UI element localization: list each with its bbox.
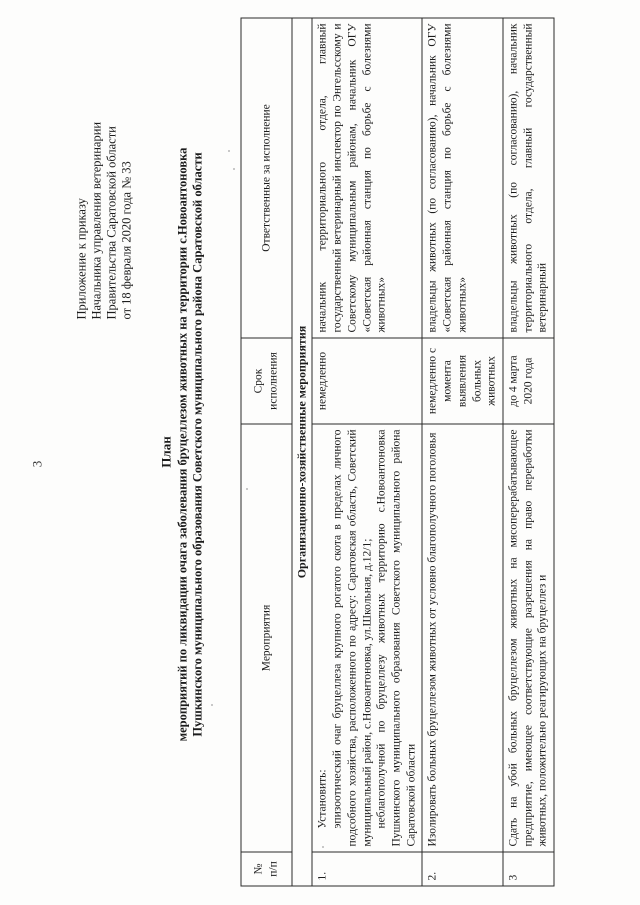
row-measure [312,424,422,852]
table-row [422,18,503,886]
section-row [292,18,312,886]
header-responsible: Ответственные за исполнение [241,18,292,338]
table-row [312,18,422,886]
header-deadline: Срок исполнения [241,338,292,424]
measure-paragraph: Установить: [316,769,329,829]
measure-paragraph: неблагополучной по бруцеллезу животных территорию с.Новоантоновка Пушкинского муниципального образования Советского муниципального района Саратовской области [375,429,418,847]
header-number: № п/п [241,852,292,886]
table-row [503,18,554,886]
appendix-line-1: Приложение к приказу [74,198,89,320]
row-measure: Изолировать больных бруцеллезом животных от условно благополучного поголовья [422,424,503,852]
measure-paragraph: эпизоотический очаг бруцеллеза крупного рогатого скота в пределах личного подсобного хозяйства, расположенного по адресу: Саратовская область, Советский муниципальный район, с.Новоантоновка, ул.Школьная, д.12/1; [331,429,374,847]
plan-title: План [158,436,174,468]
row-responsible: владельцы животных (по согласованию), начальник ОГУ «Советская районная станция по борьбе с болезнями животных» [422,18,503,338]
header-measures: Мероприятия [241,424,292,852]
measures-table [241,18,555,887]
appendix-line-4: от 18 февраля 2020 года № 33 [119,161,134,320]
row-responsible: владельцы животных (по согласованию), начальник территориального отдела, главный государственный ветеринарный [503,18,554,338]
table-header-row [241,18,292,886]
row-number: 2. [422,852,503,886]
plan-subtitle-line-2: Пушкинского муниципального образования Советского муниципального района Саратовской области [190,152,205,737]
page-number: 3 [29,460,45,468]
appendix-line-3: Правительства Саратовской области [104,126,119,320]
row-responsible: начальник территориального отдела, главный государственный ветеринарный инспектор по Энгельсскому и Советскому муниципальным районам, начальник ОГУ «Советская районная станция по борьбе с болезнями животных» [312,18,422,338]
section-title: Организационно-хозяйственные мероприятия [292,18,312,886]
row-deadline: немедленно [312,338,422,424]
row-number: 3 [503,852,554,886]
appendix-line-2: Начальника управления ветеринарии [89,121,104,320]
plan-subtitle-line-1: мероприятий по ликвидации очага заболевания бруцеллезом животных на территории с.Новоантоновка [175,147,190,742]
row-deadline: до 4 марта 2020 года [503,338,554,424]
row-number: 1. [312,852,422,886]
rotated-content [1,0,640,905]
appendix-header [75,20,135,320]
row-deadline: немедленно с момента выявления больных животных [422,338,503,424]
row-measure: Сдать на убой больных бруцеллезом животных на мясоперерабатывающее предприятие, имеющее соответствующие разрешения на право переработки животных, положительно реагирующих на бруцеллез и [503,424,554,852]
plan-subtitle [176,45,206,845]
